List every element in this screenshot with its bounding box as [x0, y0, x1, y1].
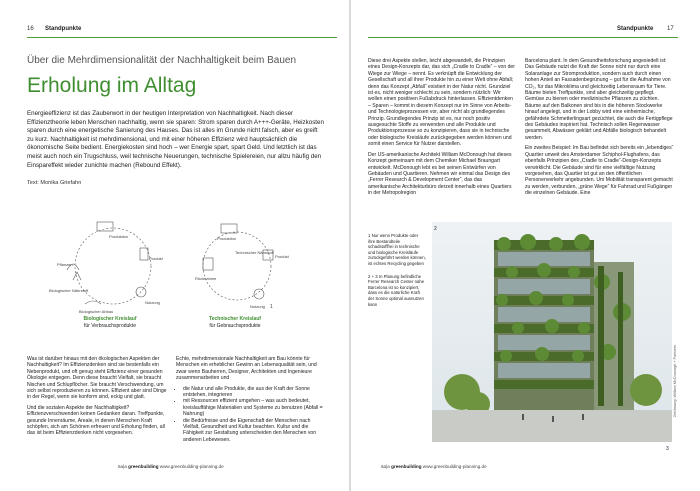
- article-lead: Energieeffizienz ist das Zauberwort in der heutigen Interpretation von Nachhaltigkeit. Nach dieser Effizienztheorie leben Menschen nachhaltig, wenn sie sparen: Strom sparen durch A+++-Geräte, Heizkosten sparen durch eine energetische Sanierung des Hauses. Das ist alles im Grunde nicht falsch, aber es greift zu kurz. Nachhaltigkeit ist mehrdimensional, und mit einer höheren Effizienz wird hauptsächlich die ökonomische Seite bedient. Energiekosten sind hoch – wer Energie spart, spart Geld. Und letztlich ist das meist auch noch ein Trugschluss, weil technische Neuerungen, technische Spielereien, nur allzu häufig den Einspareffekt wieder zunichte machen (Rebound Effekt).: [27, 110, 324, 169]
- diagram-node: Produkt: [275, 254, 289, 259]
- body-column: [27, 356, 171, 441]
- figure-number: 3: [666, 446, 669, 452]
- footer: 6a|a greenbuilding www.greenbuilding-planning.de: [381, 464, 487, 469]
- bullet-list: [176, 386, 326, 444]
- list-item: • die Bedürfnisse und die Eigenschaft der Menschen nach Vielfalt, Gesundheit und Kultur beachten. Kultur und die Fähigkeit zur Gestaltung unterscheiden den Menschen von anderen Lebewesen.: [183, 418, 326, 444]
- paragraph: Barcelona plant. In dem Gesundheitsforschung angesiedelt ist: Das Gebäude nutzt die Kraft der Sonne nicht nur durch eine Solaranlage zur Stromproduktion, sondern auch durch einen hohen Anteil an Fassadenbegrünung – gut für die Aufnahme von CO₂, für das Mikroklima und gleichzeitig Lebensraum für Tiere. Bäume bieten Treffpunkte, sind aber gleichzeitig gepflegt. Gemüse zu bienen oder medizinische Pflanzen zu züchten. Bäume auf den Balkonen sind bis in die höheren Stockwerke hinauf angelegt, und in der Lobby wird eine einheimische, gefährdete Schmetterlingsart gezüchtet, die auch die Fertigpflege des Gebäudes inspiriert hat. Technisch sollen Regenwasser gesammelt, Abwässer geklärt und Abfälle biologisch behandelt werden.: [525, 58, 673, 141]
- factory-icon: [221, 224, 237, 233]
- cradle-to-cradle-diagram: [45, 218, 310, 330]
- header-rule: [368, 37, 678, 38]
- byline: Text: Monika Griefahn: [27, 180, 82, 186]
- plaza: [432, 410, 672, 442]
- paragraph: Ein zweites Beispiel: Im Bau befindet sich bereits ein „lebendiges“ Quartier unweit des Amsterdamer Schiphol-Flughafens, das ebenfalls Prinzipien des „Cradle to Cradle“-Design-Konzepts verwirklicht. Die Gebäude sind für eine vielfältige Nutzung vorgesehen, das Quartier ist gut an den öffentlichen Personenverkehr angebunden. Um Mobilität transparent gemacht zu werden, verbunden, „grüne Wege“ für Fahrrad und Fußgänger die einzelnen Gebäude. Eine: [525, 145, 674, 197]
- section-label: Standpunkte: [617, 26, 654, 32]
- diagram-node: Pflanzen: [57, 262, 73, 267]
- building-rendering: [432, 222, 672, 442]
- figure-number: 1: [270, 304, 273, 310]
- bio-cycle-label: Biologischer Kreislauf für Verbrauchsprodukte: [83, 316, 137, 329]
- material-icon: [203, 258, 213, 270]
- diagram-node: Rücknahme: [195, 276, 217, 281]
- diagram-node: Produktion: [217, 236, 237, 241]
- diagram-node: Produkt: [149, 256, 163, 261]
- figure-captions: [368, 233, 426, 314]
- diagram-node: Biologischer Nährstoff: [49, 288, 89, 293]
- diagram-node: Produktion: [109, 234, 129, 239]
- body-column: [525, 58, 675, 201]
- usage-icon: [254, 289, 264, 299]
- caption-1: 1 Nur wenn Produkte oder ihre Bestandteile schadstofffrei in technische und biologische Kreisläufe zurückgeführt werden können, ist echtes Recycling gegeben: [368, 233, 426, 266]
- list-item: • mit Ressourcen effizient umgehen – was auch bedeutet, kreislauffähige Materialien und Systeme zu benutzen (Abfall = Nahrung): [183, 398, 326, 417]
- product-icon: [140, 248, 148, 260]
- paragraph: Diese drei Aspekte stellen, leicht abgewandelt, die Prinzipien eines Design-Konzepts dar, das sich „Cradle to Cradle“ – von der Wiege zur Wiege – nennt. Es verknüpft die Entwicklung der Gesellschaft und all ihrer Produkte hin zu einer Welt ohne Abfall; denn das Konzept „Abfall“ existiert in der Natur nicht. Grundziel ist es, nicht weniger schlecht zu sein, sondern nützlich: Wir wollen einen positiven Fußabdruck hinterlassen. Effizientdenken – Sparen – kommt in diesem Konzept nur im Sinne von Arbeits- und Technologieprozessen vor, aber nicht als grundlegendes Prinzip. Grundlegendes Prinzip ist es, nur noch positiv ausgesuchte Stoffe zu verwenden und alle Produkte und Produktionsprozesse so zu konzipieren, dass sie in technische oder biologische Kreisläufe zurückgegeben werden können und somit einen Service für Nutzer darstellen.: [368, 58, 515, 148]
- factory-icon: [97, 222, 113, 231]
- article-title: Erholung im Alltag: [27, 74, 197, 97]
- diagram-node: Nutzung: [250, 304, 265, 309]
- footer: 6a|a greenbuilding www.greenbuilding-planning.de: [118, 464, 224, 469]
- page-number: 16: [27, 26, 34, 32]
- paragraph: Der US-amerikanische Architekt William McDonough hat dieses Konzept gemeinsam mit dem Chemiker Michael Braungart entwickelt. McDonough lebt es bei seinen Entwürfen von Gebäuden und Quartieren. Nehmen wir einmal das Design des „Ferrer Research & Development Center“, das das amerikanische Architekturbüro derzeit innerhalb eines Quartiers in der Metropolregion: [368, 151, 512, 197]
- caption-2: 2 + 3 In Planung befindliche Ferrer Research Center nahe Barcelona ist so konzipiert, dass es die natürliche Kraft der Sonne optimal ausnutzen kann: [368, 273, 425, 307]
- header-rule: [27, 37, 337, 38]
- figure-number: 2: [434, 226, 437, 232]
- paragraph: Was ist darüber hinaus mit den ökologischen Aspekten der Nachhaltigkeit? Im Effizienzdenken sind sie bestenfalls ein Nebenprodukt, und oft genug steht Effizienz einer gesunden Ökologie entgegen. Denn diese braucht Vielfalt, sie braucht Nischen und Schlupflöcher. Sie braucht Verschwendung, um sich selbst reproduzieren zu können. Effizient aber sind Dinge in der Regel, wenn sie konform sind, eckig und glatt.: [27, 356, 167, 401]
- body-column: [176, 356, 326, 443]
- leaf-icon: [73, 272, 81, 280]
- soil-icon: [85, 301, 101, 304]
- technical-cycle-graphic: [203, 224, 273, 300]
- paragraph: Und die sozialen Aspekte der Nachhaltigkeit? Effizienzverschwenden keinen Gedanken daran. Treffpunkte, gesunde Innenräume, Areale, in denen Menschen Kraft schöpfen, sich am Schönen erfreuen und Erholung finden, all das ist beim Effizienzdenken nicht vorgesehen.: [27, 404, 165, 437]
- page-number: 17: [667, 26, 674, 32]
- left-page: [0, 0, 349, 491]
- body-column: [368, 58, 516, 201]
- section-label: Standpunkte: [45, 26, 82, 32]
- diagram-node: Technischer Nährstoff: [235, 250, 274, 255]
- diagram-node: Biologischer Abbau: [79, 309, 114, 314]
- tech-cycle-label: Technischer Kreislauf für Gebrauchsprodukte: [209, 316, 261, 329]
- paragraph: Echte, mehrdimensionale Nachhaltigkeit am Bau könnte für Menschen ein erheblicher Gewinn an Lebensqualität sein, und zwar wenn Bauherren, Designer, Architekten und Ingenieure zusammenarbeiten und: [176, 356, 317, 382]
- diagram-node: Nutzung: [145, 300, 160, 305]
- photo-credit: Zeichnung: William McDonough + Partners: [673, 345, 677, 418]
- list-item: • die Natur und alle Produkte, die aus der Kraft der Sonne entstehen, integrieren: [183, 386, 326, 399]
- article-kicker: Über die Mehrdimensionalität der Nachhaltigkeit beim Bauen: [27, 55, 297, 66]
